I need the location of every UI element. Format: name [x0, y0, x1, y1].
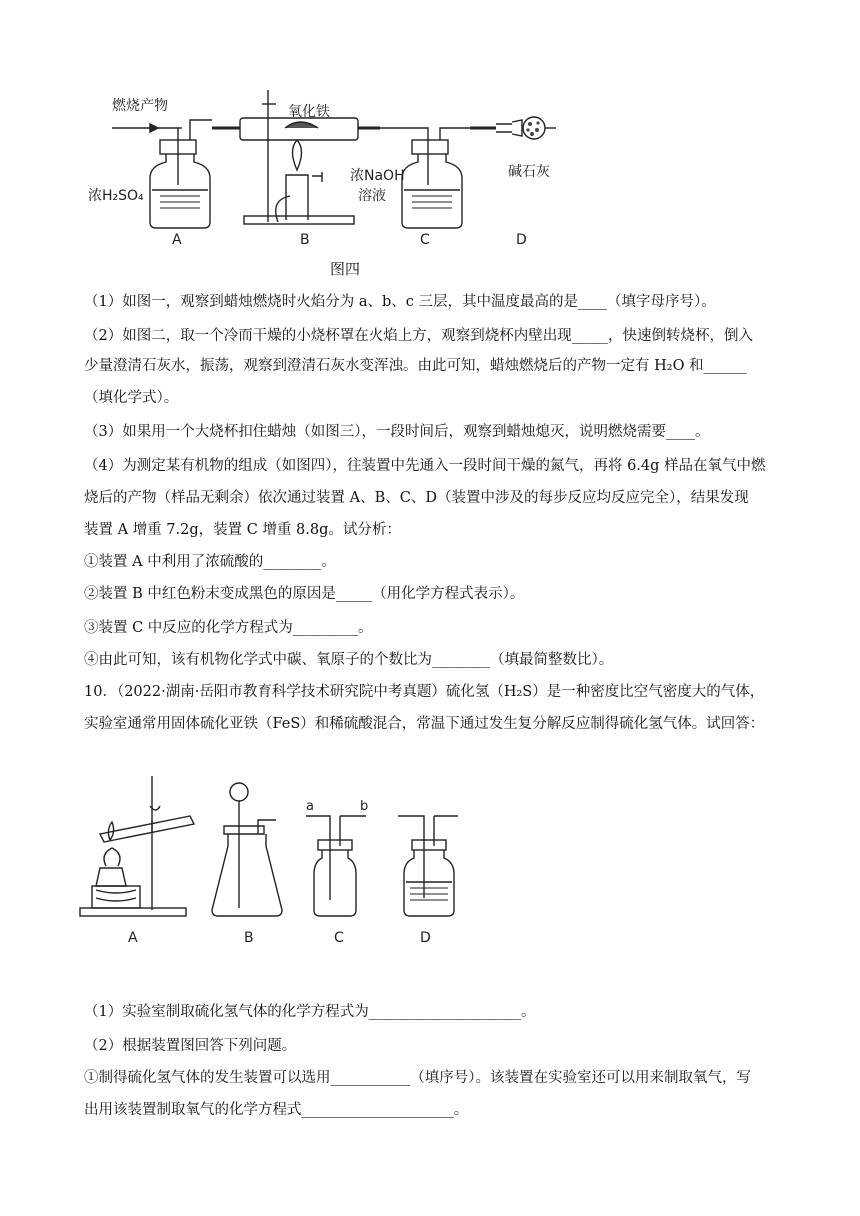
label-reagent-a: 浓H₂SO₄: [88, 188, 144, 204]
label-reagent-d: 碱石灰: [508, 164, 550, 180]
q9-sub1: ①装置 A 中利用了浓硫酸的________。: [84, 554, 336, 570]
label-reagent-b: 氧化铁: [288, 104, 330, 120]
q10-letter-c: C: [334, 930, 344, 946]
figure-q10-apparatus: [0, 770, 860, 950]
q9-part4-line3: 装置 A 增重 7.2g，装置 C 增重 8.8g。试分析：: [84, 522, 401, 538]
q9-part3: （3）如果用一个大烧杯扣住蜡烛（如图三），一段时间后，观察到蜡烛熄灭，说明燃烧需要____。: [84, 424, 710, 440]
q9-part2-line2: 少量澄清石灰水，振荡，观察到澄清石灰水变浑浊。由此可知，蜡烛燃烧后的产物一定有 H₂O 和______: [84, 358, 748, 374]
q9-sub3: ③装置 C 中反应的化学方程式为_________。: [84, 620, 373, 636]
label-reagent-c-1: 浓NaOH: [350, 168, 405, 184]
q9-part4-line2: 烧后的产物（样品无剩余）依次通过装置 A、B、C、D（装置中涉及的每步反应均反应完全），结果发现: [84, 490, 749, 506]
figure-4-caption: 图四: [330, 260, 361, 278]
q10-letter-d: D: [420, 930, 431, 946]
port-a: a: [306, 799, 314, 814]
label-reagent-c-2: 溶液: [358, 188, 386, 204]
q9-part2-line1: （2）如图二，取一个冷而干燥的小烧杯罩在火焰上方，观察到烧杯内壁出现_____，快速倒转烧杯，倒入: [84, 328, 753, 344]
q9-sub2: ②装置 B 中红色粉末变成黑色的原因是_____（用化学方程式表示）。: [84, 586, 525, 602]
q10-part2: （2）根据装置图回答下列问题。: [84, 1038, 297, 1054]
q10-intro-line1: 10．（2022·湖南·岳阳市教育科学技术研究院中考真题）硫化氢（H₂S）是一种密度比空气密度大的气体，: [84, 684, 765, 700]
q9-part4-line1: （4）为测定某有机物的组成（如图四），往装置中先通入一段时间干燥的氮气，再将 6.4g 样品在氧气中燃: [84, 458, 766, 474]
q9-part2-line3: （填化学式）。: [84, 390, 179, 406]
q10-sub1-line1: ①制得硫化氢气体的发生装置可以选用___________（填序号）。该装置在实验室还可以用来制取氧气，写: [84, 1070, 751, 1086]
letter-c: C: [420, 232, 430, 248]
label-input: 燃烧产物: [112, 98, 168, 114]
figure-4-apparatus: [0, 0, 860, 260]
q10-part1: （1）实验室制取硫化氢气体的化学方程式为_____________________。: [84, 1004, 536, 1020]
q10-letter-a: A: [128, 930, 138, 946]
port-b: b: [360, 799, 369, 814]
q9-part1: （1）如图一，观察到蜡烛燃烧时火焰分为 a、b、c 三层，其中温度最高的是____（填字母序号）。: [84, 294, 716, 310]
q10-intro-line2: 实验室通常用固体硫化亚铁（FeS）和稀硫酸混合，常温下通过发生复分解反应制得硫化氢气体。试回答：: [84, 716, 765, 732]
q9-sub4: ④由此可知，该有机物化学式中碳、氧原子的个数比为________（填最简整数比）。: [84, 652, 614, 668]
q10-letter-b: B: [244, 930, 254, 946]
letter-b: B: [300, 232, 310, 248]
letter-d: D: [516, 232, 527, 248]
q10-sub1-line2: 出用该装置制取氧气的化学方程式_____________________。: [84, 1102, 469, 1118]
letter-a: A: [172, 232, 182, 248]
